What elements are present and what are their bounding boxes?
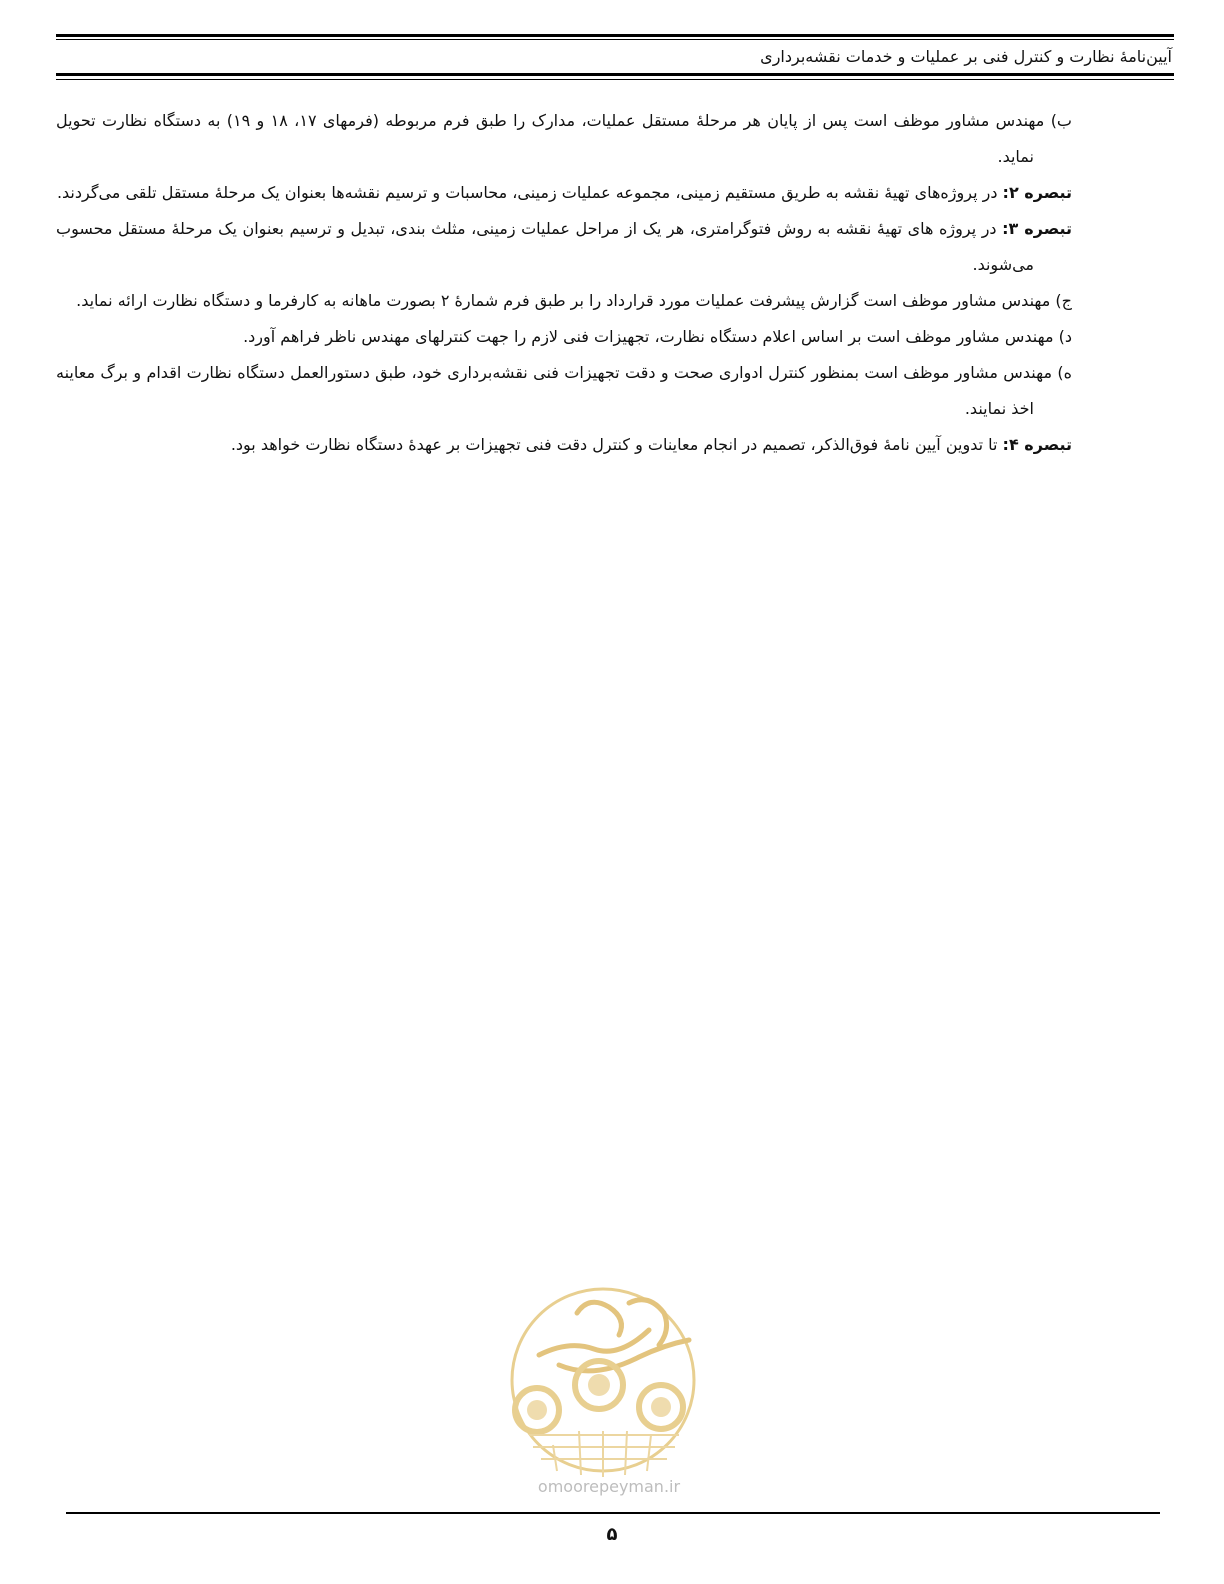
clause-text: ج) مهندس مشاور موظف است گزارش پیشرفت عملیات مورد قرارداد را بر طبق فرم شمارهٔ ۲ بصورت ماهانه به کارفرما و دستگاه نظارت ارائه نماید. (76, 291, 1072, 310)
note-label: تبصره ۲: (1002, 183, 1072, 202)
watermark-logo (499, 1285, 723, 1495)
header-top-rule-thin (56, 39, 1174, 40)
clause-d (56, 319, 1072, 355)
note-4 (56, 427, 1072, 463)
page-number: ۵ (606, 1524, 618, 1545)
note-2 (56, 175, 1072, 211)
clause-text: ب) مهندس مشاور موظف است پس از پایان هر مرحلهٔ مستقل عملیات، مدارک را طبق فرم مربوطه (فرمهای ۱۷، ۱۸ و ۱۹) به دستگاه نظارت تحویل نماید. (56, 111, 1072, 166)
note-text: تا تدوین آیین نامهٔ فوق‌الذکر، تصمیم در انجام معاینات و کنترل دقت فنی تجهیزات بر عهدهٔ دستگاه نظارت خواهد بود. (230, 435, 1003, 454)
clause-h (56, 355, 1072, 427)
clause-j (56, 283, 1072, 319)
header-bottom-rule (56, 73, 1174, 76)
document-body (56, 103, 1072, 463)
note-text: در پروژه های تهیهٔ نقشه به روش فتوگرامتری، هر یک از مراحل عملیات زمینی، مثلث بندی، تبدیل و ترسیم بعنوان یک مرحلهٔ مستقل محسوب می‌شوند. (56, 219, 1034, 274)
header-bottom-rule-thin (56, 79, 1174, 80)
watermark-site: omoorepeyman.ir (537, 1477, 681, 1496)
clause-b (56, 103, 1072, 175)
note-label: تبصره ۳: (1002, 219, 1072, 238)
note-3 (56, 211, 1072, 283)
running-header-title: آیین‌نامهٔ نظارت و کنترل فنی بر عملیات و خدمات نقشه‌برداری (760, 47, 1172, 66)
note-label: تبصره ۴: (1002, 435, 1072, 454)
watermark-seal-icon (499, 1285, 723, 1495)
note-text: در پروژه‌های تهیهٔ نقشه به طریق مستقیم زمینی، مجموعه عملیات زمینی، محاسبات و ترسیم نقشه‌ها بعنوان یک مرحلهٔ مستقل تلقی می‌گردند. (56, 183, 1003, 202)
clause-text: د) مهندس مشاور موظف است بر اساس اعلام دستگاه نظارت، تجهیزات فنی لازم را جهت کنترلهای مهندس ناظر فراهم آورد. (243, 327, 1072, 346)
header-top-rule (56, 34, 1174, 37)
clause-text: ه) مهندس مشاور موظف است بمنظور کنترل ادواری صحت و دقت تجهیزات فنی نقشه‌برداری خود، طبق دستورالعمل دستگاه نظارت اقدام و برگ معاینه اخذ نمایند. (56, 363, 1072, 418)
footer-rule (66, 1512, 1160, 1514)
